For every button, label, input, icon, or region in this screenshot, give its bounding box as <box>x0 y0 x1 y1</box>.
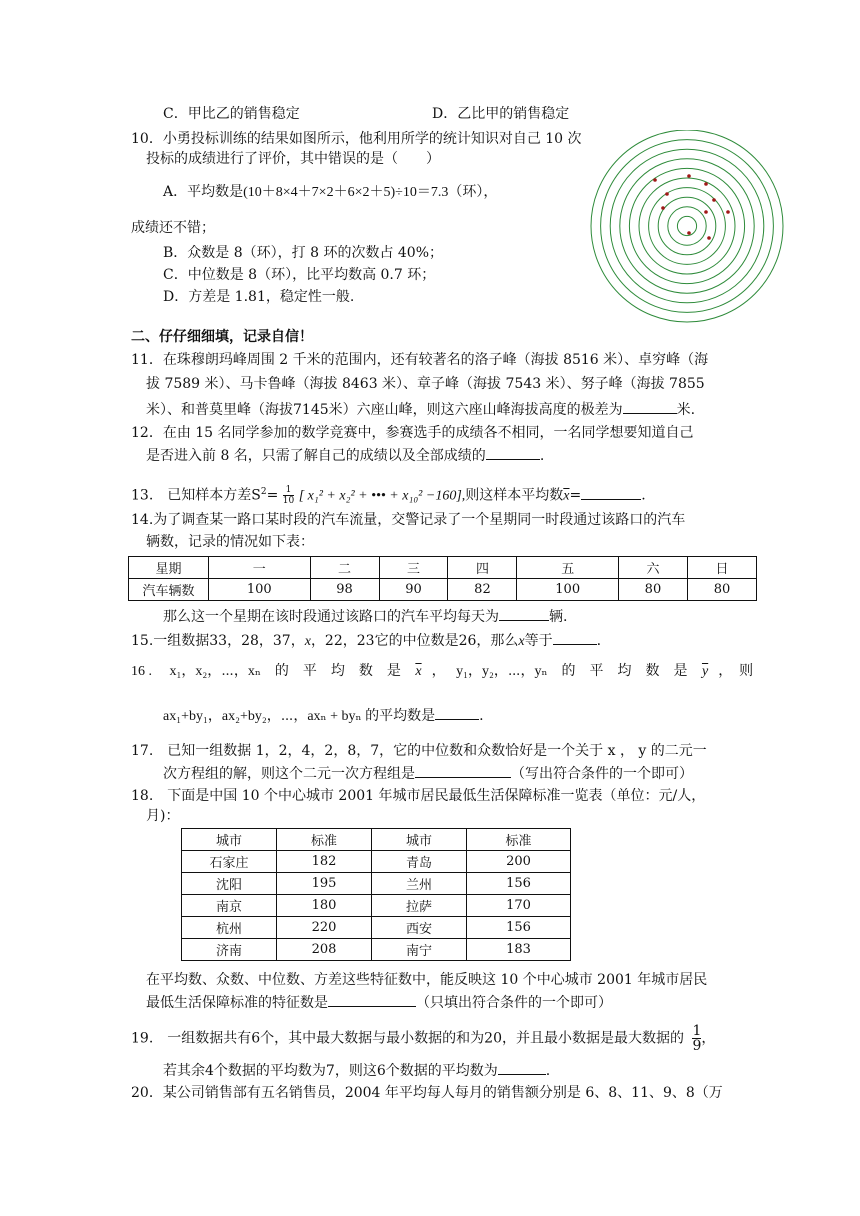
target-ring <box>658 197 716 255</box>
q12-end: . <box>539 448 545 464</box>
q11-line3-text: 米）、和普莫里峰（海拔7145米）六座山峰，则这六座山峰海拔高度的极差为 <box>146 402 623 418</box>
table-row <box>182 851 571 873</box>
table-row <box>182 895 571 917</box>
hit-dot <box>712 198 716 202</box>
q17-line1: 17. 已知一组数据 1，2，4，2，8，7，它的中位数和众数恰好是一个关于 x ， y 的二元一 <box>131 743 707 759</box>
q10-stem-line1: 10．小勇投标训练的结果如图所示，他利用所学的统计知识对自己 10 次 <box>131 131 582 147</box>
q20-line1: 20．某公司销售部有五名销售员，2004 年平均每人每月的销售额分别是 6、8、11、9、8（万 <box>131 1085 723 1101</box>
q14-value-cell: 82 <box>448 579 517 601</box>
q10-option-a-suffix: （环）， <box>448 184 498 200</box>
q14-value-cell: 100 <box>517 579 619 601</box>
q10-option-c: C．中位数是 8（环），比平均数高 0.7 环； <box>163 267 436 283</box>
q14-day-cell: 六 <box>618 557 687 579</box>
q19-frac-num: 1 <box>692 1023 702 1039</box>
q19-line2-text: 若其余4个数据的平均数为7，则这6个数据的平均数为 <box>163 1063 498 1079</box>
q14-value-cell: 100 <box>209 579 311 601</box>
q11-line1: 11．在珠穆朗玛峰周围 2 千米的范围内，还有较著名的洛子峰（海拔 8516 米）、卓穷峰（海 <box>131 352 709 368</box>
q18-line2: 月)： <box>146 808 180 824</box>
q13-fraction <box>283 485 294 506</box>
q18-line1: 18. 下面是中国 10 个中心城市 2001 年城市居民最低生活保障标准一览表（单位：元/人， <box>131 788 706 804</box>
q18-cell: 沈阳 <box>182 873 277 895</box>
q14-line1: 14.为了调查某一路口某时段的汽车流量，交警记录了一个星期同一时段通过该路口的汽车 <box>131 512 686 528</box>
hit-dot <box>704 210 708 214</box>
q17-line2 <box>163 763 693 784</box>
q15-answer-blank[interactable] <box>553 630 597 645</box>
target-ring <box>639 178 735 274</box>
hit-dot <box>726 210 730 214</box>
q17-answer-blank[interactable] <box>415 763 511 778</box>
table-row <box>129 557 757 579</box>
q18-header-cell: 标准 <box>467 829 571 851</box>
q14-unit: 辆. <box>549 609 568 625</box>
q11-line3 <box>146 399 695 420</box>
q15-line <box>131 630 601 652</box>
q18-cell: 青岛 <box>372 851 467 873</box>
q13-frac-num: 1 <box>283 485 294 496</box>
target-ring <box>629 168 744 283</box>
q19-comma: ， <box>701 1030 716 1047</box>
q15-text-b: ，22，23它的中位数是26，那么 <box>310 633 519 649</box>
q18-cell: 兰州 <box>372 873 467 895</box>
q13-line: 13. 已知样本方差$S^2=$ $\frac{1}{10}$ [ x₁² + x₂² + ••• + x₁₀² −160],则这样本平均数$\overline{x}=$ . <box>131 485 646 507</box>
q12-answer-blank[interactable] <box>486 445 540 460</box>
q18-cell: 石家庄 <box>182 851 277 873</box>
q18-cell: 156 <box>467 917 571 939</box>
q19-line1 <box>131 1024 715 1053</box>
table-row <box>182 939 571 961</box>
q14-question <box>163 606 567 627</box>
q18-after2-text: 最低生活保障标准的特征数是 <box>146 995 328 1011</box>
q18-header-cell: 标准 <box>277 829 372 851</box>
q14-value-cell: 98 <box>310 579 379 601</box>
q17-line2-text: 次方程组的解，则这个二元一次方程组是 <box>163 766 415 782</box>
q18-cell: 杭州 <box>182 917 277 939</box>
q16-line2 <box>163 705 484 727</box>
q16-line1-a: 16 . x₁，x₂，⋯，xₙ 的 平 均 数 是 <box>131 664 401 679</box>
q11-line2: 拔 7589 米）、马卡鲁峰（海拔 8463 米）、章子峰（海拔 7543 米）、努子峰（海拔 7855 <box>146 376 705 392</box>
q18-cell: 济南 <box>182 939 277 961</box>
q16-line1 <box>131 661 753 682</box>
hit-dot <box>704 182 708 186</box>
q17-line2-note: （写出符合条件的一个即可） <box>511 766 693 782</box>
hit-dot <box>661 206 665 210</box>
q18-cell: 170 <box>467 895 571 917</box>
q14-day-cell: 五 <box>517 557 619 579</box>
table-row <box>182 829 571 851</box>
q13-xbar: $\overline{x}$ <box>563 488 570 504</box>
q13-answer-blank[interactable] <box>581 485 641 500</box>
q14-day-cell: 一 <box>209 557 311 579</box>
q19-end: . <box>545 1063 551 1079</box>
q13-terms: [ x₁² + x₂² + ••• + x₁₀² −160], <box>298 488 466 504</box>
q16-answer-blank[interactable] <box>435 705 479 720</box>
target-ring <box>668 207 706 245</box>
q18-cell: 南京 <box>182 895 277 917</box>
q16-line2-a: ax₁+by₁，ax₂+by₂，⋯，axₙ + byₙ 的平均数是 <box>163 709 436 724</box>
q10-option-a-cont: 成绩还不错； <box>131 220 215 236</box>
q16-xbar: $\overline{x}$ <box>415 664 422 679</box>
q18-cell: 西安 <box>372 917 467 939</box>
q15-text-c: 等于 <box>524 633 553 649</box>
q14-question-text: 那么这一个星期在该时段通过该路口的汽车平均每天为 <box>163 609 499 625</box>
q15-end: . <box>596 633 602 649</box>
hit-dot <box>653 178 657 182</box>
target-ring <box>620 159 754 293</box>
q18-cell: 220 <box>277 917 372 939</box>
q14-value-cell: 80 <box>618 579 687 601</box>
q18-cell: 156 <box>467 873 571 895</box>
q14-row-label: 汽车辆数 <box>129 579 209 601</box>
q18-header-cell: 城市 <box>372 829 467 851</box>
q18-after2 <box>146 992 612 1013</box>
q15-x2: x <box>518 634 525 649</box>
q10-option-a-prefix: A．平均数是 <box>163 184 244 200</box>
q14-day-cell: 四 <box>448 557 517 579</box>
q16-ybar: $\overline{y}$ <box>701 664 709 679</box>
table-row <box>182 873 571 895</box>
q14-day-cell: 三 <box>379 557 448 579</box>
q9-option-d: D．乙比甲的销售稳定 <box>432 106 570 122</box>
q10-option-d: D．方差是 1.81，稳定性一般. <box>163 289 355 305</box>
target-ring <box>677 216 696 235</box>
q14-value-cell: 80 <box>687 579 756 601</box>
q10-option-a <box>163 182 497 203</box>
q10-option-a-formula: (10＋8×4＋7×2＋6×2＋5)÷10＝7.3 <box>243 185 449 200</box>
q19-frac-den: 9 <box>692 1038 702 1054</box>
q18-header-cell: 城市 <box>182 829 277 851</box>
q11-line3-unit: 米. <box>676 402 696 418</box>
section-2-title: 二、仔仔细细填，记录自信！ <box>131 329 313 345</box>
q14-day-cell: 二 <box>310 557 379 579</box>
q15-x: x <box>304 634 311 649</box>
target-figure <box>585 130 789 334</box>
q12-line2 <box>146 445 544 466</box>
q14-traffic-table <box>128 556 757 601</box>
q18-cell: 180 <box>277 895 372 917</box>
q15-text-a: 15.一组数据33，28，37， <box>131 633 305 649</box>
q10-stem-line2: 投标的成绩进行了评价，其中错误的是（ ） <box>146 151 440 167</box>
q13-eq: = <box>569 487 582 504</box>
q19-line1-text: 19. 一组数据共有6个，其中最大数据与最小数据的和为20，并且最小数据是最大数据的 <box>131 1030 684 1047</box>
q18-answer-blank[interactable] <box>328 992 416 1007</box>
table-row <box>182 917 571 939</box>
q13-prefix: 13. 已知样本方差S <box>131 487 261 504</box>
q18-cell: 200 <box>467 851 571 873</box>
hit-dot <box>707 236 711 240</box>
hit-dot <box>687 174 691 178</box>
q18-cell: 208 <box>277 939 372 961</box>
target-ring <box>601 140 774 313</box>
q18-cell: 195 <box>277 873 372 895</box>
q19-answer-blank[interactable] <box>498 1060 546 1075</box>
q9-option-c: C．甲比乙的销售稳定 <box>163 106 300 122</box>
q14-day-cell: 日 <box>687 557 756 579</box>
q18-cell: 182 <box>277 851 372 873</box>
q18-after1: 在平均数、众数、中位数、方差这些特征数中，能反映这 10 个中心城市 2001 年城市居民 <box>146 972 708 988</box>
q12-line2-text: 是否进入前 8 名，只需了解自己的成绩以及全部成绩的 <box>146 448 486 464</box>
q18-cell: 183 <box>467 939 571 961</box>
q16-line1-b: ， y₁，y₂，⋯，yₙ 的 平 均 数 是 <box>431 664 688 679</box>
q11-answer-blank[interactable] <box>623 399 677 414</box>
q10-option-b: B．众数是 8（环），打 8 环的次数占 40%； <box>163 245 444 261</box>
q18-cell: 南宁 <box>372 939 467 961</box>
q14-header-label: 星期 <box>129 557 209 579</box>
q12-line1: 12．在由 15 名同学参加的数学竞赛中，参赛选手的成绩各不相同，一名同学想要知道自己 <box>131 425 694 441</box>
hit-dot <box>687 231 691 235</box>
q14-line2: 辆数，记录的情况如下表： <box>146 534 314 550</box>
q18-cell: 拉萨 <box>372 895 467 917</box>
q13-frac-den: 10 <box>282 496 295 507</box>
q18-after2-note: （只填出符合条件的一个即可） <box>416 995 612 1011</box>
q16-line1-c: ， 则 <box>718 663 754 679</box>
hit-dot <box>665 192 669 196</box>
q14-value-cell: 90 <box>379 579 448 601</box>
q16-end: . <box>479 708 484 724</box>
q19-line2 <box>163 1060 550 1081</box>
target-ring <box>610 149 764 303</box>
q13-end: . <box>641 487 646 504</box>
table-row <box>129 579 757 601</box>
q14-answer-blank[interactable] <box>499 606 549 621</box>
q13-mid: 则这样本平均数 <box>465 487 564 504</box>
q18-city-table <box>181 828 571 961</box>
